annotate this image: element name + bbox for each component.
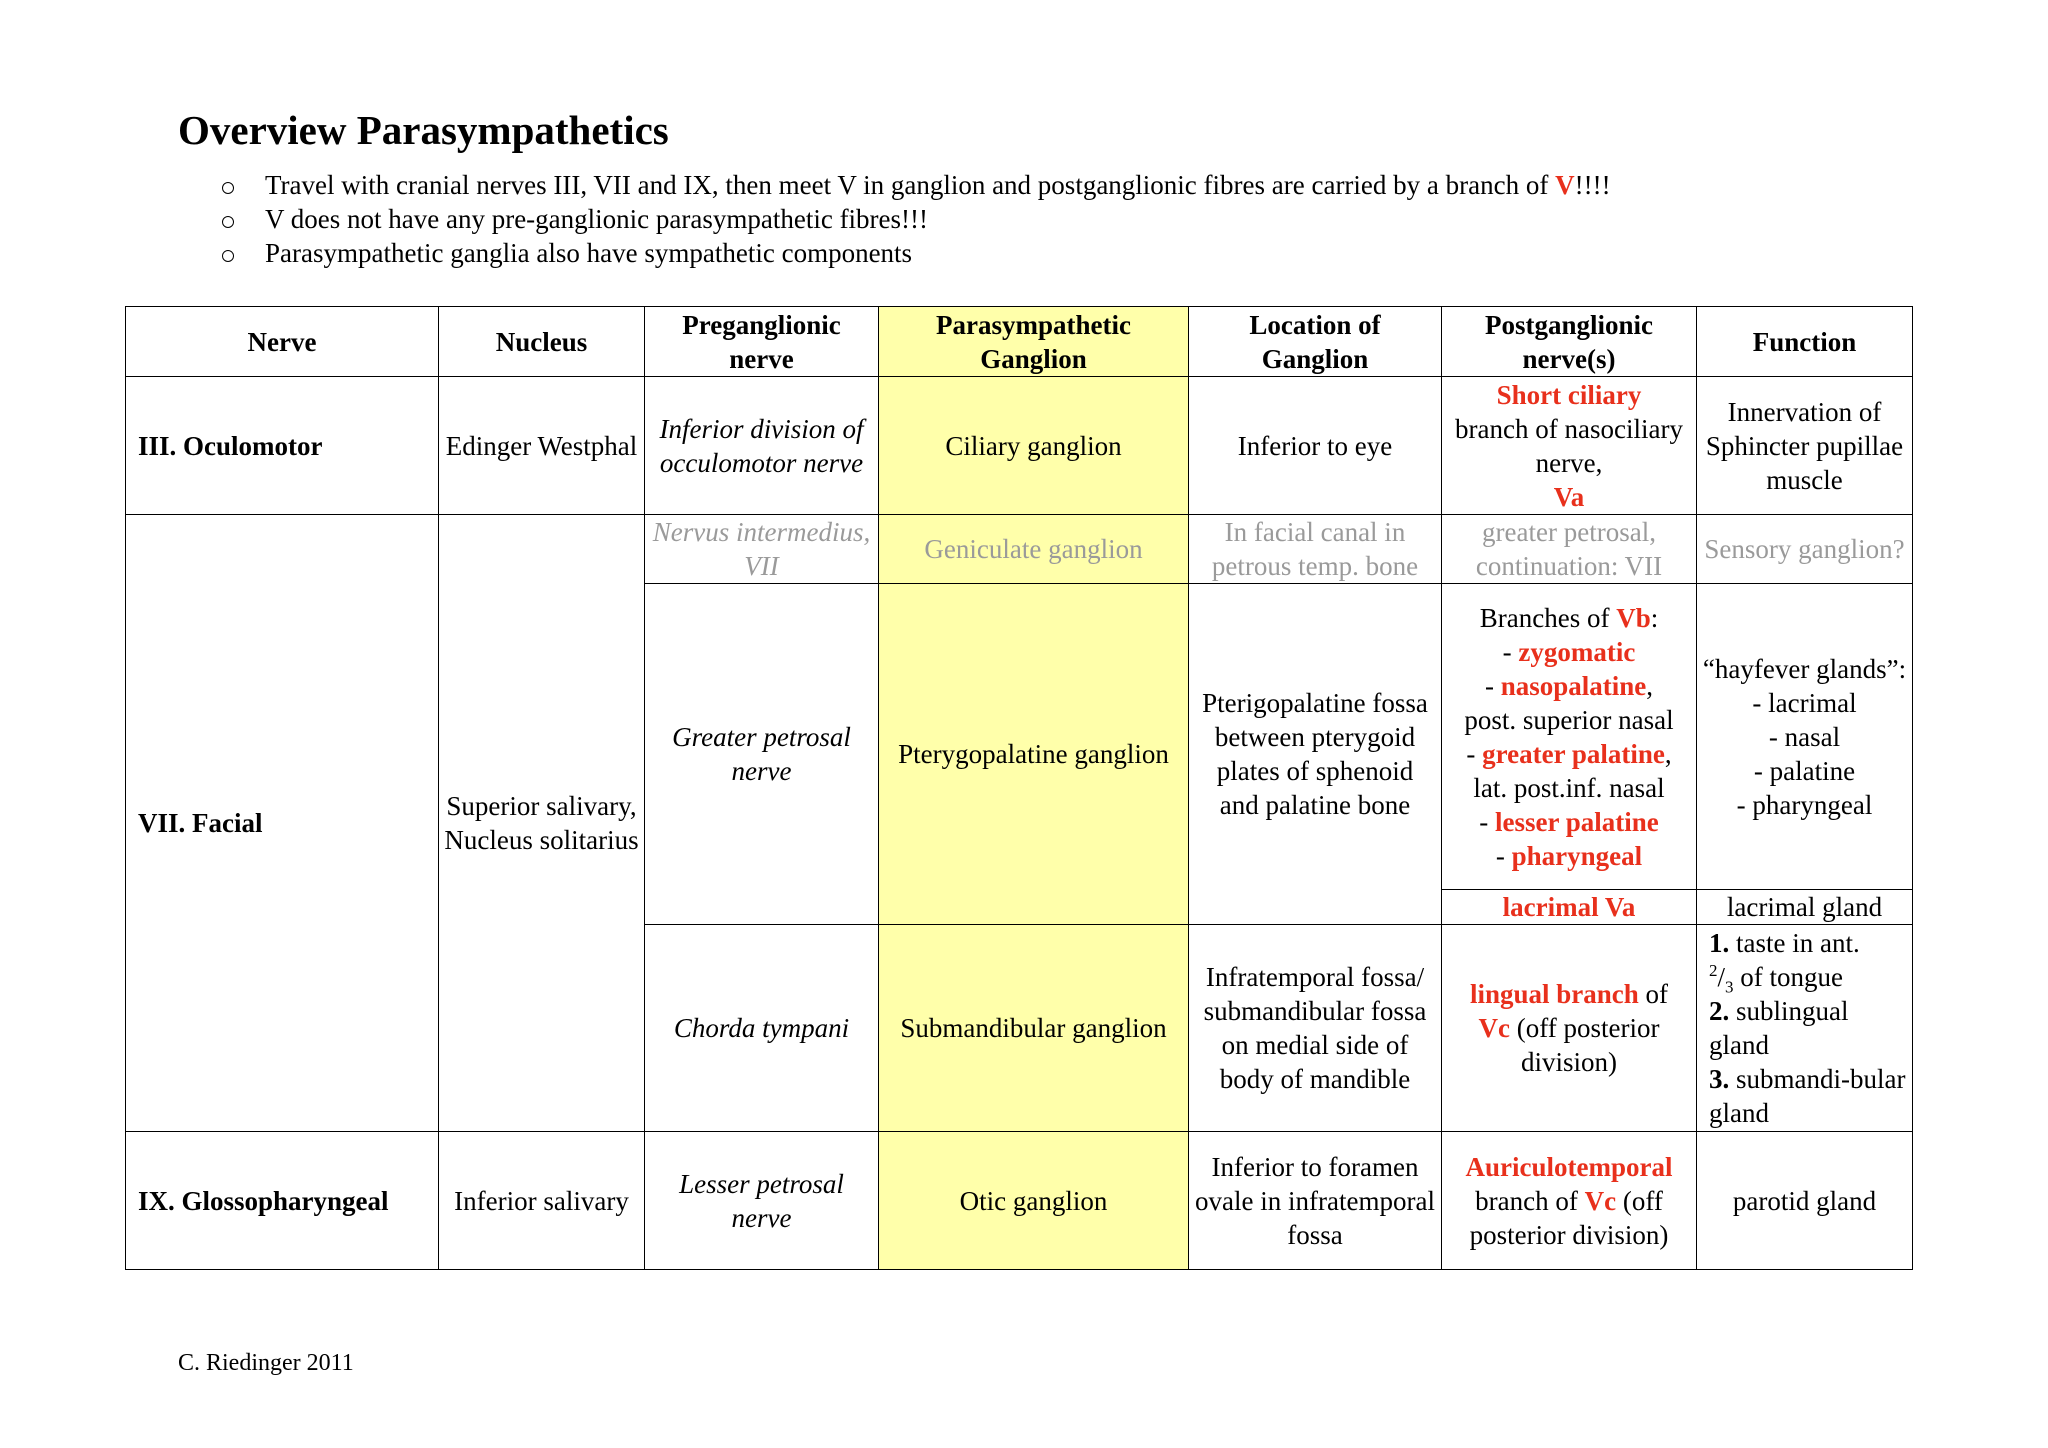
- post-text: of: [1638, 979, 1669, 1009]
- function-text: - pharyngeal: [1736, 789, 1873, 820]
- bullet-list: [220, 168, 1611, 270]
- dash: -: [1502, 636, 1519, 667]
- header-postganglionic: Postganglionic nerve(s): [1442, 307, 1697, 377]
- header-row: [126, 307, 1913, 377]
- post-red-text: Vc: [1478, 1013, 1510, 1043]
- function-number: 3.: [1709, 1064, 1730, 1094]
- post-red-text: Auriculotemporal: [1465, 1151, 1673, 1182]
- postganglionic-cell: [1442, 1132, 1697, 1270]
- header-nerve: Nerve: [126, 307, 439, 377]
- post-red-text: Vb: [1616, 602, 1651, 633]
- ganglion-cell: Pterygopalatine ganglion: [879, 584, 1189, 925]
- bullet-text-end: !!!!: [1574, 170, 1611, 200]
- nucleus-cell: Inferior salivary: [439, 1132, 645, 1270]
- location-cell: In facial canal in petrous temp. bone: [1189, 515, 1442, 584]
- fraction-numerator: 2: [1709, 961, 1718, 980]
- bullet-text: V does not have any pre-ganglionic parasympathetic fibres!!!: [265, 204, 929, 234]
- header-location: Location of Ganglion: [1189, 307, 1442, 377]
- function-cell: Sensory ganglion?: [1697, 515, 1913, 584]
- function-cell: 1. taste in ant. $^2/_3$ of tongue 2. sublingual gland 3. submandi-bular gland: [1697, 925, 1913, 1132]
- function-text: - lacrimal: [1752, 687, 1857, 718]
- dash: -: [1479, 806, 1495, 837]
- function-number: 1.: [1709, 928, 1730, 958]
- ganglion-cell: Ciliary ganglion: [879, 377, 1189, 515]
- function-text: sublingual gland: [1709, 996, 1849, 1060]
- preganglionic-cell: Greater petrosal nerve: [645, 584, 879, 925]
- post-red-text: lingual branch: [1469, 979, 1639, 1009]
- function-text: taste in ant.: [1729, 928, 1860, 958]
- post-text: branch of: [1475, 1185, 1585, 1216]
- postganglionic-cell: [1442, 925, 1697, 1132]
- function-text: - palatine: [1753, 755, 1856, 786]
- postganglionic-cell: [1442, 584, 1697, 890]
- location-cell: Inferior to foramen ovale in infratemporal fossa: [1189, 1132, 1442, 1270]
- nerve-cell: IX. Glossopharyngeal: [126, 1132, 439, 1270]
- row-glossopharyngeal: [126, 1132, 1913, 1270]
- function-cell: [1697, 584, 1913, 890]
- dash: -: [1466, 738, 1483, 769]
- post-text: post. superior nasal: [1464, 704, 1674, 735]
- nucleus-cell: Edinger Westphal: [439, 377, 645, 515]
- bullet-text: Travel with cranial nerves III, VII and IX, then meet V in ganglion and postganglionic fibres are carried by a branch of: [265, 170, 1556, 200]
- preganglionic-cell: Nervus intermedius, VII: [645, 515, 879, 584]
- page-title: Overview Parasympathetics: [178, 107, 669, 153]
- post-red-text: Vc: [1584, 1185, 1617, 1216]
- location-cell: Infratemporal fossa/ submandibular fossa on medial side of body of mandible: [1189, 925, 1442, 1132]
- row-oculomotor: [126, 377, 1913, 515]
- post-red-text: greater palatine: [1482, 738, 1665, 769]
- post-text: ,: [1646, 670, 1654, 701]
- location-cell: Pterigopalatine fossa between pterygoid plates of sphenoid and palatine bone: [1189, 584, 1442, 925]
- header-ganglion: Parasympathetic Ganglion: [879, 307, 1189, 377]
- header-nucleus: Nucleus: [439, 307, 645, 377]
- nerve-cell: VII. Facial: [126, 515, 439, 1132]
- nerve-cell: III. Oculomotor: [126, 377, 439, 515]
- function-cell: parotid gland: [1697, 1132, 1913, 1270]
- function-text: “hayfever glands”:: [1702, 653, 1907, 684]
- ganglion-cell: Geniculate ganglion: [879, 515, 1189, 584]
- post-red-text: lesser palatine: [1495, 806, 1659, 837]
- location-cell: Inferior to eye: [1189, 377, 1442, 515]
- post-red-text: nasopalatine: [1500, 670, 1647, 701]
- post-text: lat. post.inf. nasal: [1473, 772, 1665, 803]
- preganglionic-cell: Chorda tympani: [645, 925, 879, 1132]
- dash: -: [1495, 840, 1512, 871]
- postganglionic-cell: greater petrosal, continuation: VII: [1442, 515, 1697, 584]
- preganglionic-cell: Inferior division of occulomotor nerve: [645, 377, 879, 515]
- function-number: 2.: [1709, 996, 1730, 1026]
- fraction-denominator: 3: [1725, 977, 1734, 997]
- post-text: branch of nasociliary nerve,: [1455, 413, 1683, 478]
- ganglion-cell: Submandibular ganglion: [879, 925, 1189, 1132]
- header-preganglionic: Preganglionic nerve: [645, 307, 879, 377]
- bullet-item: [220, 202, 1611, 236]
- function-cell: lacrimal gland: [1697, 890, 1913, 925]
- postganglionic-cell: [1442, 377, 1697, 515]
- dash: -: [1484, 670, 1501, 701]
- post-text: Branches of: [1479, 602, 1617, 633]
- post-text: ,: [1664, 738, 1672, 769]
- function-text: - nasal: [1768, 721, 1841, 752]
- preganglionic-cell: Lesser petrosal nerve: [645, 1132, 879, 1270]
- bullet-item: [220, 168, 1611, 202]
- post-red-text: Va: [1553, 481, 1585, 512]
- post-red-text: pharyngeal: [1511, 840, 1643, 871]
- parasympathetics-table: [125, 306, 1913, 1270]
- post-red-text: Short ciliary: [1496, 379, 1642, 410]
- header-function: Function: [1697, 307, 1913, 377]
- function-text: of tongue: [1733, 962, 1843, 992]
- post-text: (off posterior division): [1469, 1185, 1669, 1250]
- bullet-item: [220, 236, 1611, 270]
- post-text: :: [1650, 602, 1659, 633]
- footer-credit: C. Riedinger 2011: [178, 1350, 354, 1376]
- bullet-highlight: V: [1555, 170, 1575, 200]
- bullet-text: Parasympathetic ganglia also have sympathetic components: [265, 238, 913, 268]
- ganglion-cell: Otic ganglion: [879, 1132, 1189, 1270]
- post-text: (off posterior division): [1510, 1013, 1660, 1077]
- nucleus-cell: Superior salivary, Nucleus solitarius: [439, 515, 645, 1132]
- row-geniculate: [126, 515, 1913, 584]
- function-text: submandi-bular gland: [1709, 1064, 1906, 1128]
- postganglionic-cell: lacrimal Va: [1442, 890, 1697, 925]
- function-cell: Innervation of Sphincter pupillae muscle: [1697, 377, 1913, 515]
- post-red-text: zygomatic: [1518, 636, 1636, 667]
